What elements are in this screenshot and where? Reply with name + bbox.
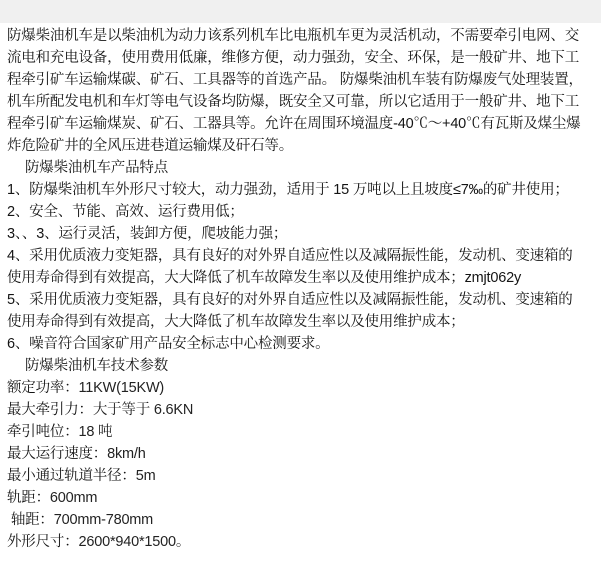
feature-line: 5、采用优质液力变矩器，具有良好的对外界自适应性以及减隔振性能，发动机、变速箱的 bbox=[7, 292, 573, 308]
spec-value: 600mm bbox=[49, 490, 98, 506]
intro-line: 流电和充电设备，使用费用低廉，维修方便，动力强劲，安全、环保，是一般矿井、地下工 bbox=[7, 50, 579, 66]
spec-label: 最小通过轨道半径： bbox=[7, 468, 136, 484]
spec-row bbox=[7, 509, 595, 531]
spec-row bbox=[7, 443, 595, 465]
features-heading: 防爆柴油机车产品特点 bbox=[25, 160, 168, 176]
specs-heading: 防爆柴油机车技术参数 bbox=[25, 358, 168, 374]
spec-label: 最大牵引力： bbox=[7, 402, 93, 418]
feature-line: 1、防爆柴油机车外形尺寸较大，动力强劲，适用于 15 万吨以上且坡度≤7‰的矿井使用； bbox=[7, 182, 569, 198]
spec-label: 外形尺寸： bbox=[7, 534, 79, 550]
spec-label: 轴距： bbox=[7, 512, 54, 528]
spec-value: 大于等于 6.6KN bbox=[92, 402, 194, 418]
spec-label: 最大运行速度： bbox=[7, 446, 108, 462]
spec-value: 5m bbox=[135, 468, 156, 484]
spec-value: 18 吨 bbox=[78, 424, 113, 440]
spec-row bbox=[7, 421, 595, 443]
feature-line: 4、采用优质液力变矩器，具有良好的对外界自适应性以及减隔振性能，发动机、变速箱的 bbox=[7, 248, 573, 264]
feature-line: 使用寿命得到有效提高，大大降低了机车故障发生率以及使用维护成本；zmjt062y bbox=[7, 270, 522, 286]
intro-line: 防爆柴油机车是以柴油机为动力该系列机车比电瓶机车更为灵活机动，不需要牵引电网、交 bbox=[7, 28, 579, 44]
spec-value: 700mm-780mm bbox=[53, 512, 154, 528]
feature-line: 使用寿命得到有效提高，大大降低了机车故障发生率以及使用维护成本； bbox=[7, 314, 465, 330]
spec-row bbox=[7, 487, 595, 509]
spec-label: 轨距： bbox=[7, 490, 50, 506]
spec-value: 11KW(15KW) bbox=[78, 380, 165, 396]
intro-line: 炸危险矿井的全风压进巷道运输煤及矸石等。 bbox=[7, 138, 293, 154]
document-content bbox=[7, 25, 595, 553]
spec-label: 牵引吨位： bbox=[7, 424, 79, 440]
intro-line: 机车所配发电机和车灯等电气设备均防爆，既安全又可靠，所以它适用于一般矿井、地下工 bbox=[7, 94, 579, 110]
feature-line: 3、、3、运行灵活，装卸方便，爬坡能力强； bbox=[7, 226, 288, 242]
top-band bbox=[0, 0, 601, 23]
feature-line: 6、噪音符合国家矿用产品安全标志中心检测要求。 bbox=[7, 336, 330, 352]
spec-row bbox=[7, 377, 595, 399]
spec-value: 8km/h bbox=[107, 446, 146, 462]
spec-row bbox=[7, 399, 595, 421]
spec-row bbox=[7, 465, 595, 487]
intro-line: 程牵引矿车运输煤碳、矿石、工具器等的首选产品。 防爆柴油机车装有防爆废气处理装置， bbox=[7, 72, 583, 88]
spec-row bbox=[7, 531, 595, 553]
intro-line: 程牵引矿车运输煤炭、矿石、工器具等。允许在周围环境温度-40℃～+40℃有瓦斯及煤尘爆 bbox=[7, 116, 581, 132]
spec-value: 2600*940*1500。 bbox=[78, 534, 191, 550]
feature-line: 2、安全、节能、高效、运行费用低； bbox=[7, 204, 244, 220]
spec-label: 额定功率： bbox=[7, 380, 79, 396]
